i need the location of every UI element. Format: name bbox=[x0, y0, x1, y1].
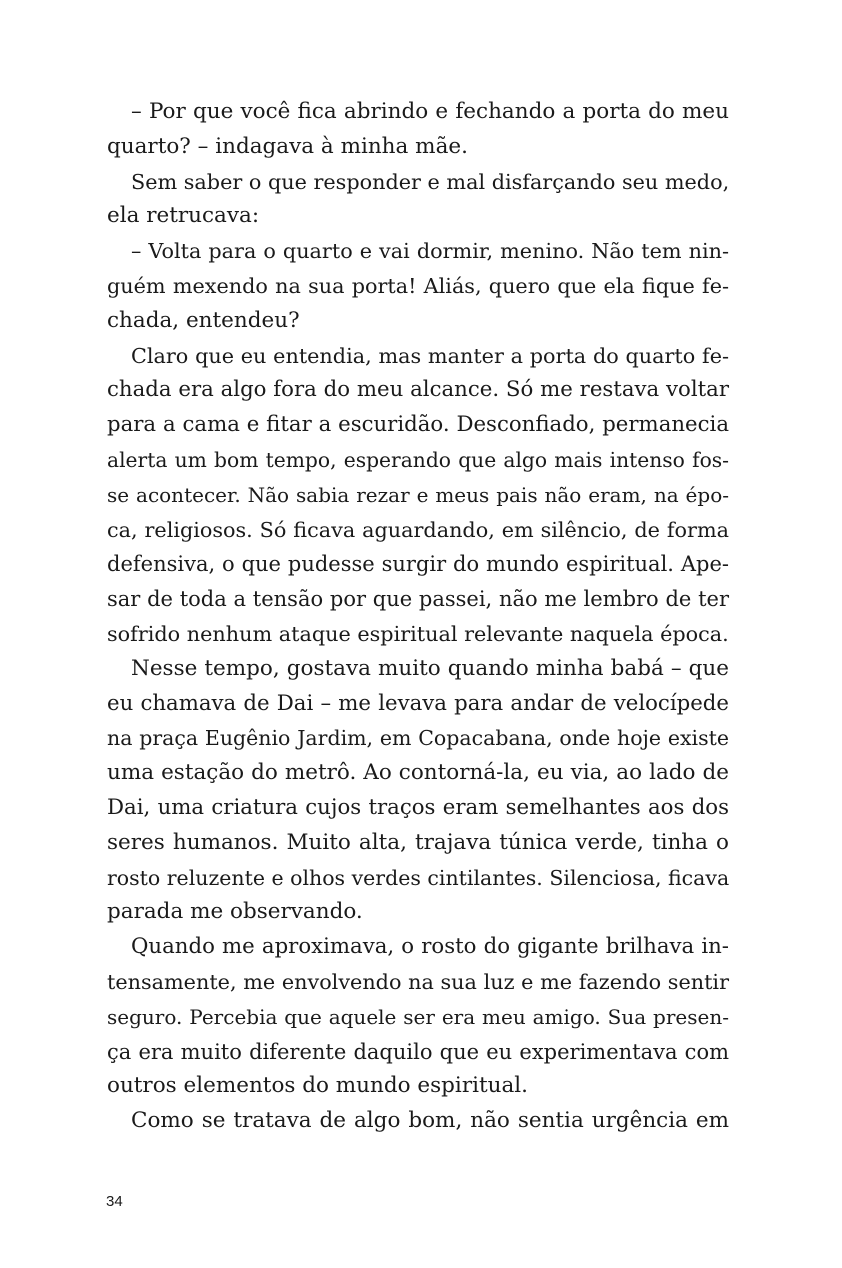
text-line: alerta um bom tempo, esperando que algo mais intenso fos- bbox=[107, 447, 729, 472]
text-line: outros elementos do mundo espiritual. bbox=[107, 1073, 528, 1099]
text-line: defensiva, o que pudesse surgir do mundo espiritual. Ape- bbox=[107, 552, 729, 577]
text-line: sar de toda a tensão por que passei, não me lembro de ter bbox=[107, 587, 729, 612]
text-line: quarto? – indagava à minha mãe. bbox=[107, 133, 468, 159]
text-line: se acontecer. Não sabia rezar e meus pais não eram, na épo- bbox=[107, 482, 729, 507]
text-line: Sem saber o que responder e mal disfarçando seu medo, bbox=[131, 169, 730, 194]
text-line: uma estação do metrô. Ao contorná-la, eu via, ao lado de bbox=[107, 760, 729, 786]
text-line: – Volta para o quarto e vai dormir, menino. Não tem nin- bbox=[131, 239, 729, 264]
text-line: tensamente, me envolvendo na sua luz e me fazendo sentir bbox=[107, 969, 729, 994]
text-line: Nesse tempo, gostava muito quando minha babá – que bbox=[131, 655, 729, 681]
text-line: ça era muito diferente daquilo que eu experimentava com bbox=[107, 1039, 729, 1064]
page-body bbox=[107, 95, 729, 1139]
text-line: rosto reluzente e olhos verdes cintilantes. Silenciosa, ficava bbox=[107, 865, 730, 890]
text-line: chada, entendeu? bbox=[107, 307, 300, 333]
text-line: Claro que eu entendia, mas manter a porta do quarto fe- bbox=[131, 343, 729, 368]
text-line: para a cama e fitar a escuridão. Desconfiado, permanecia bbox=[107, 412, 729, 438]
text-line: seres humanos. Muito alta, trajava túnica verde, tinha o bbox=[107, 829, 729, 855]
text-line: na praça Eugênio Jardim, em Copacabana, onde hoje existe bbox=[107, 726, 729, 751]
text-line: chada era algo fora do meu alcance. Só me restava voltar bbox=[107, 377, 729, 403]
text-line: seguro. Percebia que aquele ser era meu amigo. Sua presen- bbox=[107, 1004, 729, 1029]
page-number: 34 bbox=[106, 1193, 123, 1210]
text-line: Quando me aproximava, o rosto do gigante brilhava in- bbox=[131, 934, 729, 960]
text-line: Como se tratava de algo bom, não sentia urgência em bbox=[131, 1108, 729, 1134]
text-line: Dai, uma criatura cujos traços eram semelhantes aos dos bbox=[107, 794, 729, 820]
text-line: parada me observando. bbox=[107, 899, 363, 925]
text-line: eu chamava de Dai – me levava para andar de velocípede bbox=[107, 690, 729, 716]
text-line: guém mexendo na sua porta! Aliás, quero que ela fique fe- bbox=[107, 273, 729, 298]
text-line: sofrido nenhum ataque espiritual relevante naquela época. bbox=[107, 621, 729, 646]
text-line: ela retrucava: bbox=[107, 203, 260, 229]
text-line: – Por que você fica abrindo e fechando a porta do meu bbox=[131, 99, 729, 124]
text-line: ca, religiosos. Só ficava aguardando, em silêncio, de forma bbox=[107, 517, 729, 542]
